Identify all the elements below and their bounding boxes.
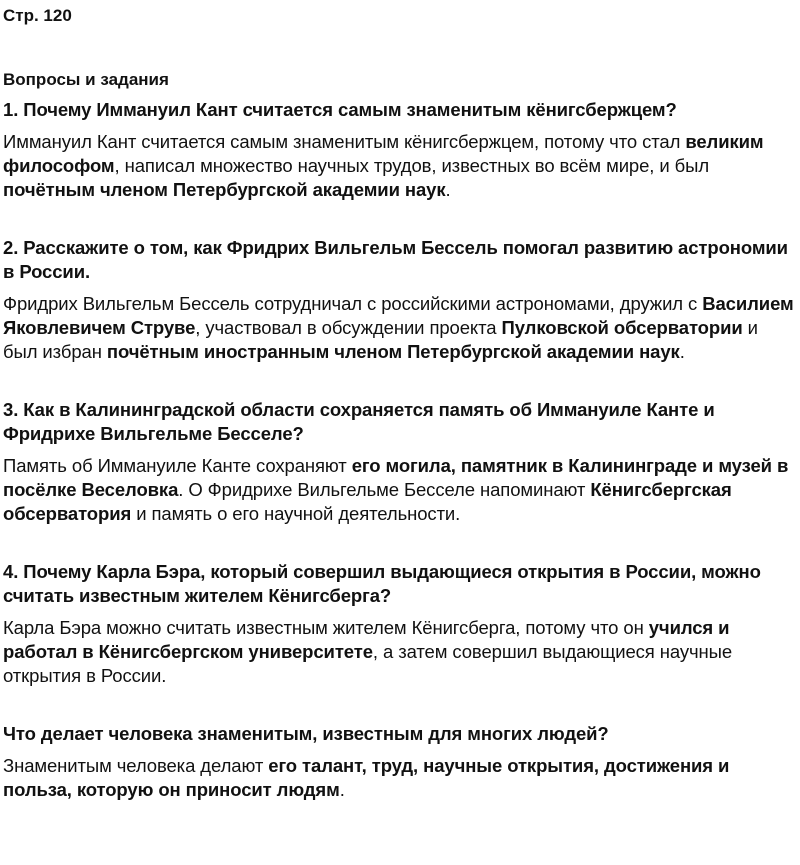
question-2: 2. Расскажите о том, как Фридрих Вильгельм Бессель помогал развитию астрономии в России.: [3, 237, 788, 282]
answer-1: [3, 130, 797, 202]
answer-text: Знаменитым человека делают: [3, 755, 269, 776]
answer-text: Иммануил Кант считается самым знаменитым кёнигсбержцем, потому что стал: [3, 131, 686, 152]
page: [3, 0, 797, 802]
question-1: 1. Почему Иммануил Кант считается самым знаменитым кёнигсбержцем?: [3, 99, 677, 120]
question-5: Что делает человека знаменитым, известным для многих людей?: [3, 723, 609, 744]
answer-text: , написал множество научных трудов, известных во всём мире, и был: [114, 155, 710, 176]
answer-text: .: [339, 779, 345, 800]
answer-text: Карла Бэра можно считать известным жителем Кёнигсберга, потому что он: [3, 617, 649, 638]
qa-block-4: [3, 560, 797, 688]
question-4: 4. Почему Карла Бэра, который совершил выдающиеся открытия в России, можно считать известным жителем Кёнигсберга?: [3, 561, 761, 606]
answer-emphasis: Кёнигсбергская обсерватория: [3, 479, 732, 524]
answer-text: и память о его научной деятельности.: [131, 503, 461, 524]
answer-emphasis: учился и работал в Кёнигсбергском университете: [3, 617, 730, 662]
answer-text: Фридрих Вильгельм Бессель сотрудничал с российскими астрономами, дружил с: [3, 293, 703, 314]
qa-block-5: [3, 722, 797, 802]
answer-emphasis: его могила, памятник в Калининграде и музей в посёлке Веселовка: [3, 455, 789, 500]
page-number: Стр. 120: [3, 6, 72, 25]
qa-block-3: [3, 398, 797, 526]
qa-block-1: [3, 98, 797, 202]
answer-text: . О Фридрихе Вильгельме Бесселе напоминают: [178, 479, 591, 500]
answer-emphasis: великим философом: [3, 131, 764, 176]
section-heading: Вопросы и задания: [3, 70, 169, 89]
answer-text: .: [679, 341, 685, 362]
answer-5: [3, 754, 797, 802]
answer-text: .: [445, 179, 451, 200]
answer-emphasis: Пулковской обсерватории: [501, 317, 743, 338]
answer-2: [3, 292, 797, 364]
answer-emphasis: Василием Яковлевичем Струве: [3, 293, 794, 338]
answer-emphasis: его талант, труд, научные открытия, достижения и польза, которую он приносит людям: [3, 755, 730, 800]
question-3: 3. Как в Калининградской области сохраняется память об Иммануиле Канте и Фридрихе Вильгельме Бесселе?: [3, 399, 715, 444]
answer-text: , а затем совершил выдающиеся научные открытия в России.: [3, 641, 733, 686]
answer-4: [3, 616, 797, 688]
answer-text: Память об Иммануиле Канте сохраняют: [3, 455, 352, 476]
qa-block-2: [3, 236, 797, 364]
answer-text: , участвовал в обсуждении проекта: [195, 317, 502, 338]
answer-text: и был избран: [3, 317, 758, 362]
answer-3: [3, 454, 797, 526]
answer-emphasis: почётным членом Петербургской академии наук: [3, 179, 446, 200]
answer-emphasis: почётным иностранным членом Петербургской академии наук: [106, 341, 680, 362]
